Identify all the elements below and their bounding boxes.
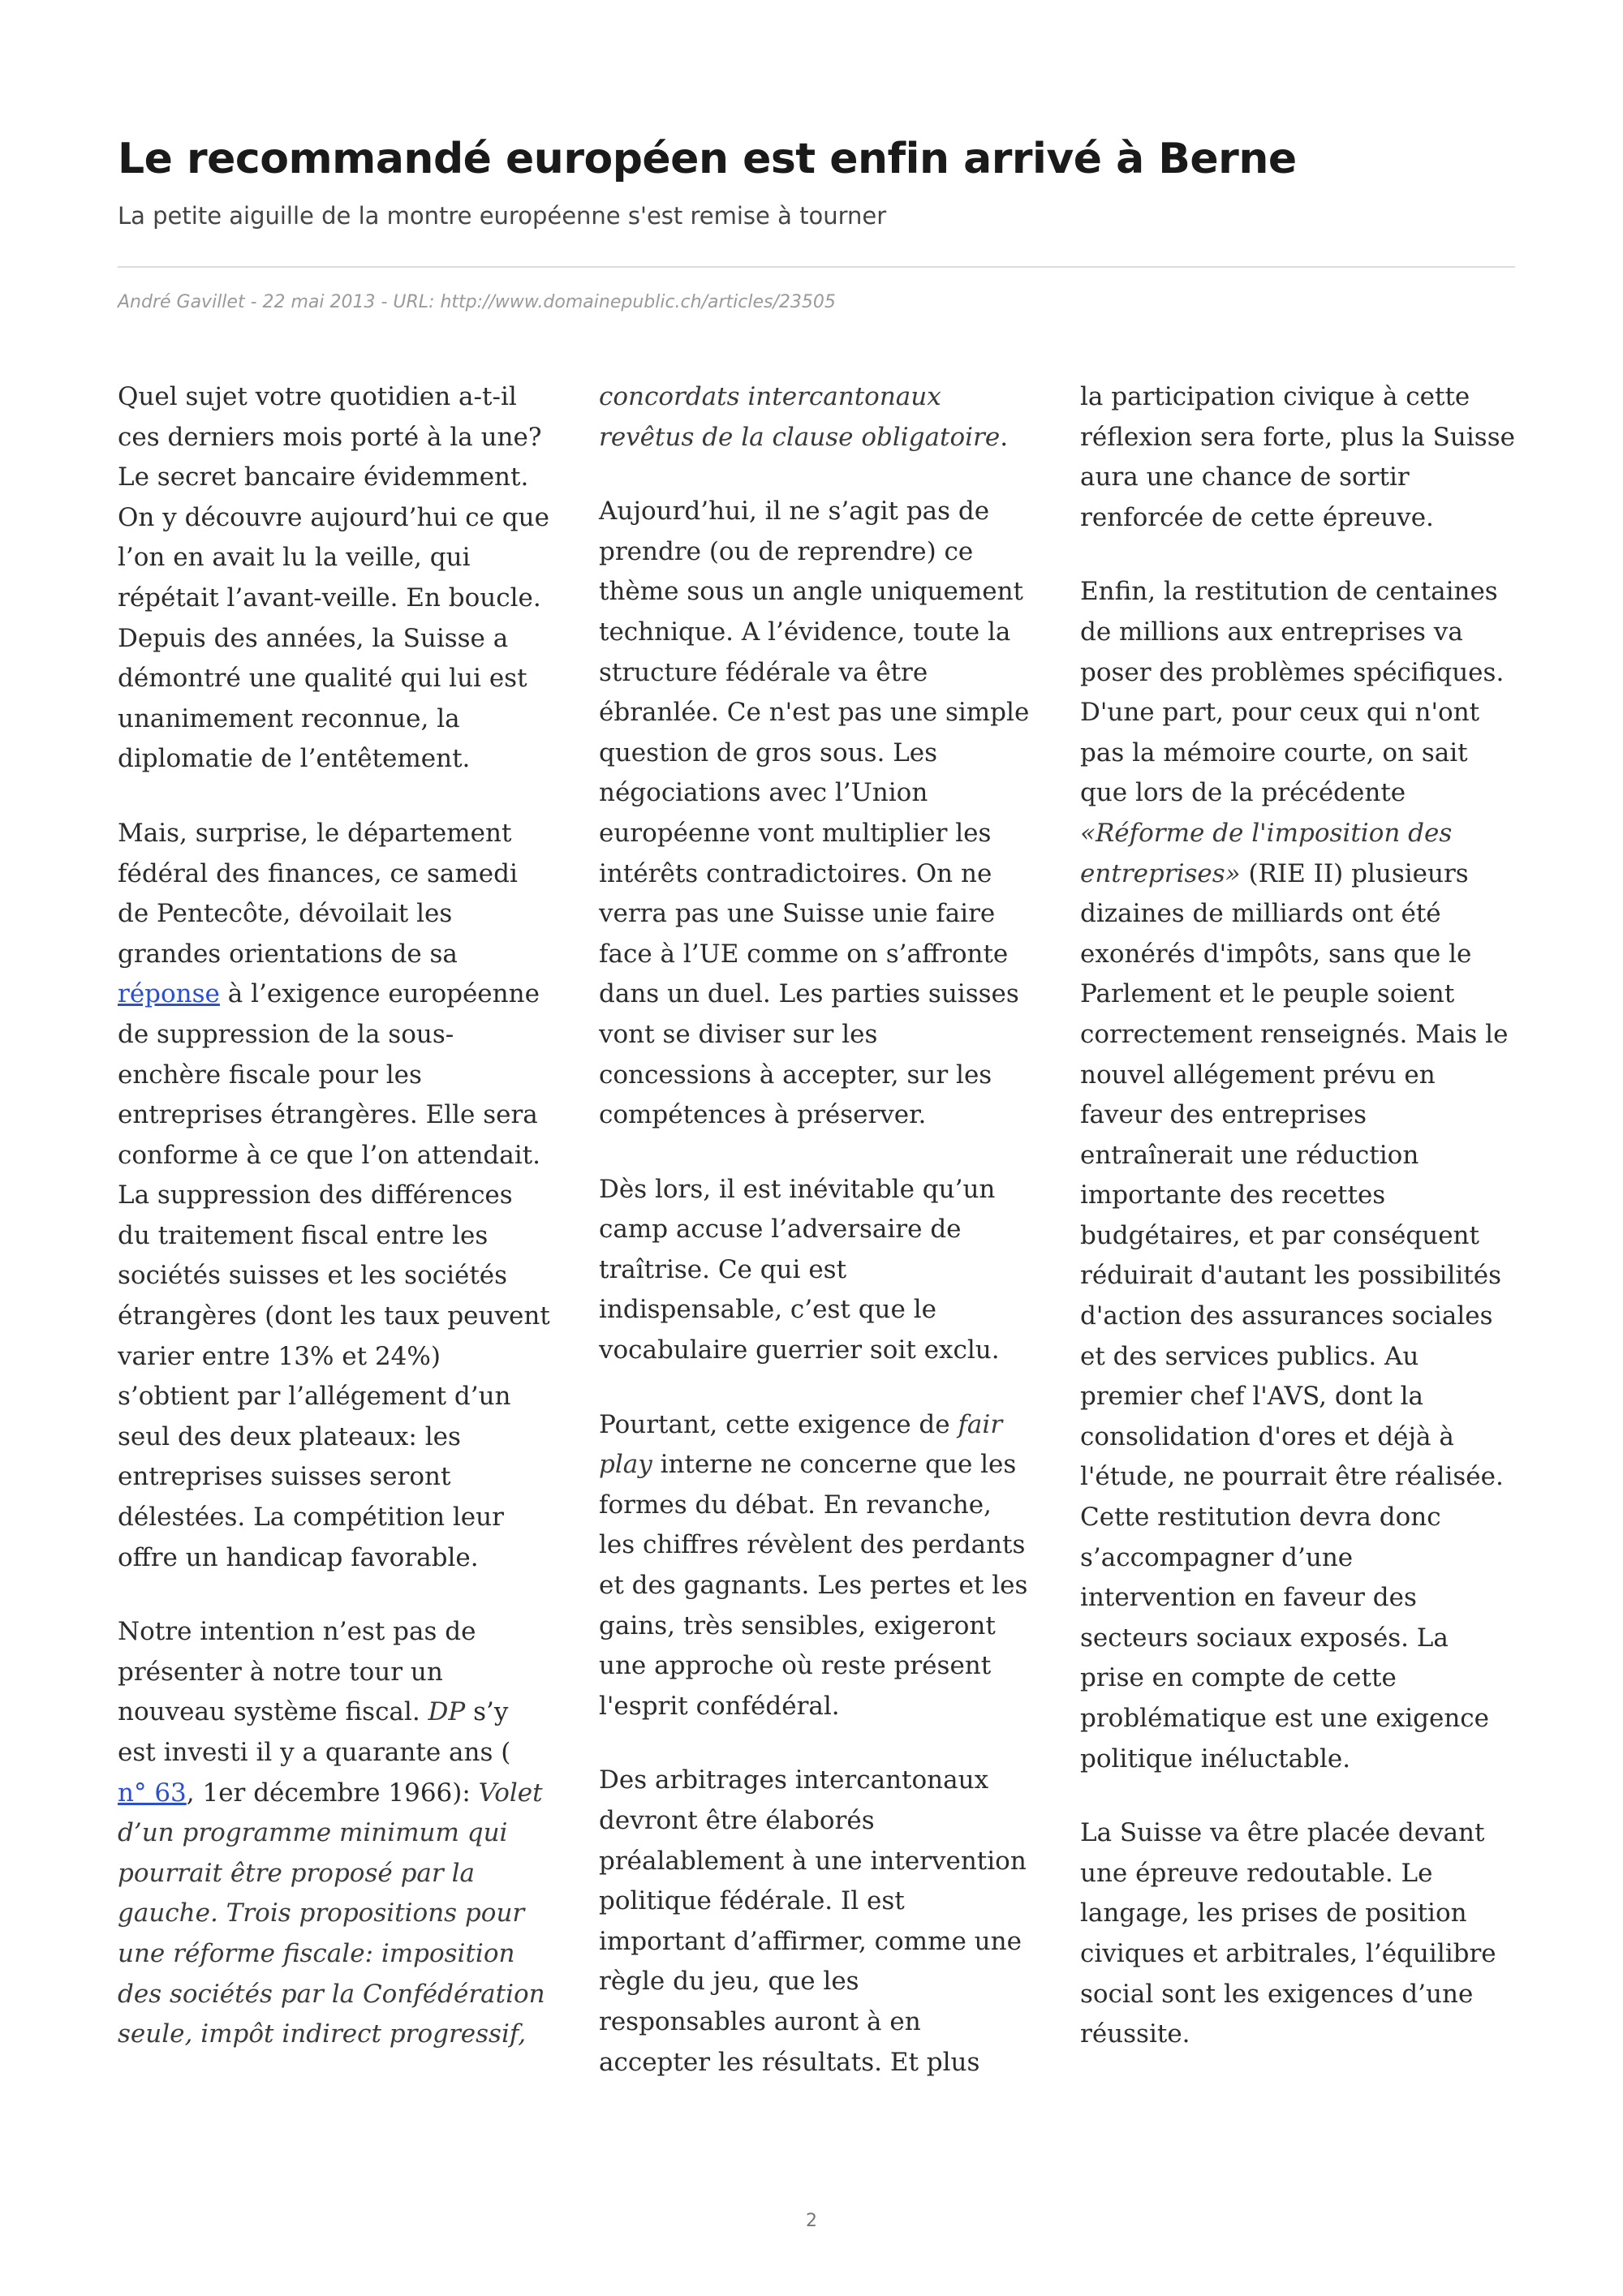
paragraph-text: Pourtant, cette exigence de <box>599 1409 958 1439</box>
emphasis: fair play <box>599 1409 1003 1480</box>
paragraph <box>118 814 553 1578</box>
article-byline: André Gavillet - 22 mai 2013 - URL: http://www.domainepublic.ch/articles/23505 <box>118 292 836 312</box>
paragraph: Des arbitrages intercantonaux devront être élaborés préalablement à une intervention politique fédérale. Il est important d’affirmer, comme une règle du jeu, que les responsables auront à en accepter les résultats. Et plus <box>599 1765 1027 2077</box>
paragraph: Dès lors, il est inévitable qu’un camp accuse l’adversaire de traîtrise. Ce qui est indispensable, c’est que le vocabulaire guerrier soit exclu. <box>599 1174 1000 1365</box>
quoted-text: concordats intercantonaux revêtus de la clause obligatoire <box>599 382 1001 452</box>
reponse-link[interactable]: réponse <box>118 979 220 1009</box>
quoted-text: Volet d’un programme minimum qui pourrait être proposé par la gauche. Trois propositions pour une réforme fiscale: imposition des sociétés par la Confédération seule, impôt indirect progressif, <box>118 1778 545 2049</box>
paragraph: La Suisse va être placée devant une épreuve redoutable. Le langage, les prises de position civiques et arbitrales, l’équilibre social sont les exigences d’une réussite. <box>1080 1818 1496 2049</box>
article-title: Le recommandé européen est enfin arrivé à Berne <box>118 135 1297 183</box>
paragraph-text: s’y est investi il y a quarante ans ( <box>118 1697 511 1767</box>
column-3 <box>1080 377 1515 2083</box>
issue-63-link[interactable]: n° 63 <box>118 1778 187 1808</box>
paragraph-text: (RIE II) plusieurs dizaines de milliards ont été exonérés d'impôts, sans que le Parlement et le peuple soient correctement renseignés. Mais le nouvel allégement prévu en faveur des entreprises entraînerait une réduction importante des recettes budgétaires, et par conséquent réduirait d'autant les possibilités d'action des assurances sociales et des services publics. Au premier chef l'AVS, dont la consolidation d'ores et déjà à l'étude, ne pourrait être réalisée. Cette restitution devra donc s’accompagner d’une intervention en faveur des secteurs sociaux exposés. La prise en compte de cette problématique est une exigence politique inéluctable. <box>1080 858 1509 1774</box>
paragraph <box>599 377 1034 458</box>
paragraph <box>1080 572 1515 1779</box>
paragraph-text: à l’exigence européenne de suppression de la sous-enchère fiscale pour les entreprises étrangères. Elle sera conforme à ce que l’on attendait. La suppression des différences du traitement fiscal entre les sociétés suisses et les sociétés étrangères (dont les taux peuvent varier entre 13% et 24%) s’obtient par l’allégement d’un seul des deux plateaux: les entreprises suisses seront délestées. La compétition leur offre un handicap favorable. <box>118 979 550 1572</box>
header-divider <box>118 266 1515 268</box>
paragraph <box>599 1405 1034 1727</box>
article-subtitle: La petite aiguille de la montre européenne s'est remise à tourner <box>118 202 887 230</box>
paragraph-text: , 1er décembre 1966): <box>186 1778 479 1808</box>
dp-abbreviation: DP <box>428 1697 466 1727</box>
document-page <box>118 130 1515 2239</box>
paragraph: la participation civique à cette réflexion sera forte, plus la Suisse aura une chance de sortir renforcée de cette épreuve. <box>1080 382 1515 532</box>
quoted-text: «Réforme de l'imposition des entreprises» <box>1080 818 1453 888</box>
paragraph-text: interne ne concerne que les formes du débat. En revanche, les chiffres révèlent des perdants et des gagnants. Les pertes et les gains, très sensibles, exigeront une approche où reste présent l'esprit confédéral. <box>599 1450 1028 1721</box>
article-body <box>118 377 1515 2083</box>
column-2 <box>599 377 1034 2083</box>
paragraph-text: Enfin, la restitution de centaines de millions aux entreprises va poser des problèmes spécifiques. D'une part, pour ceux qui n'ont pas la mémoire courte, on sait que lors de la précédente <box>1080 577 1505 808</box>
paragraph: Quel sujet votre quotidien a-t-il ces derniers mois porté à la une? Le secret bancaire évidemment. On y découvre aujourd’hui ce que l’on en avait lu la veille, qui répétait l’avant-veille. En boucle. Depuis des années, la Suisse a démontré une qualité qui lui est unanimement reconnue, la diplomatie de l’entêtement. <box>118 382 549 774</box>
paragraph: Aujourd’hui, il ne s’agit pas de prendre (ou de reprendre) ce thème sous un angle uniquement technique. A l’évidence, toute la structure fédérale va être ébranlée. Ce n'est pas une simple question de gros sous. Les négociations avec l’Union européenne vont multiplier les intérêts contradictoires. On ne verra pas une Suisse unie faire face à l’UE comme on s’affronte dans un duel. Les parties suisses vont se diviser sur les concessions à accepter, sur les compétences à préserver. <box>599 497 1030 1130</box>
column-1 <box>118 377 553 2083</box>
paragraph-text: Notre intention n’est pas de présenter à notre tour un nouveau système fiscal. <box>118 1617 476 1727</box>
paragraph-text: Mais, surprise, le département fédéral des finances, ce samedi de Pentecôte, dévoilait les grandes orientations de sa <box>118 818 518 969</box>
paragraph-text: . <box>1000 422 1009 452</box>
page-number: 2 <box>806 2211 817 2231</box>
paragraph <box>118 1612 553 2055</box>
